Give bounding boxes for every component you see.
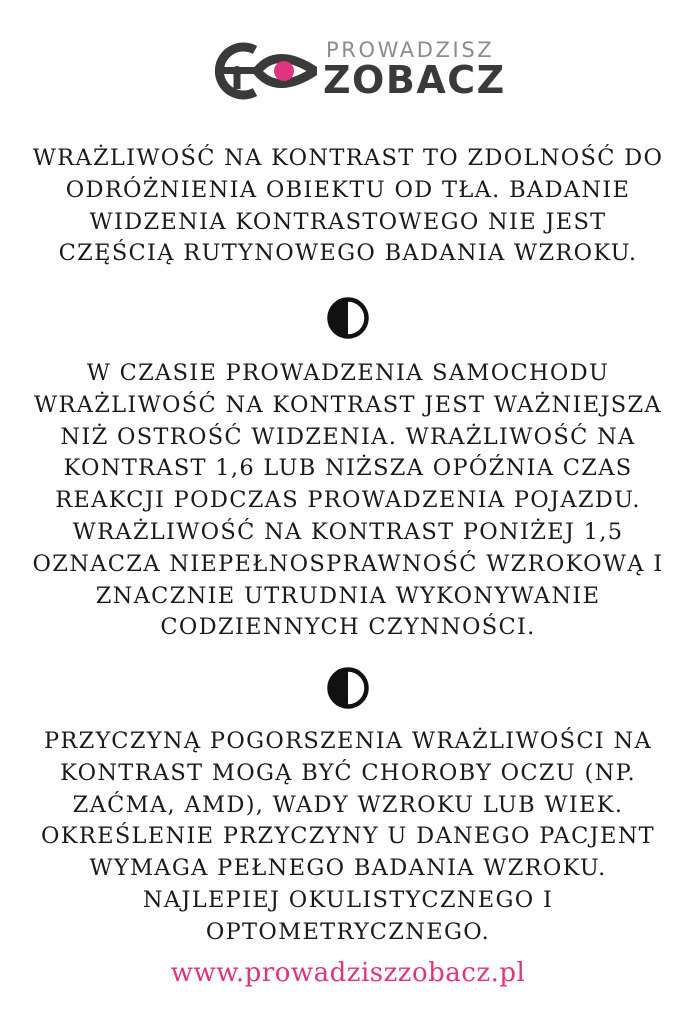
- paragraph-contrast-definition: WRAŻLIWOŚĆ NA KONTRAST TO ZDOLNOŚĆ DO ODRÓŻNIENIA OBIEKTU OD TŁA. BADANIE WIDZENIA KONTRASTOWEGO NIE JEST CZĘŚCIĄ RUTYNOWEGO BADANIA WZROKU.: [32, 145, 664, 267]
- half-filled-circle-icon: [326, 296, 370, 340]
- brand-name-top: PROWADZISZ: [326, 38, 495, 62]
- brand-logo: [205, 36, 505, 106]
- paragraph-causes: PRZYCZYNĄ POGORSZENIA WRAŻLIWOŚCI NA KONTRAST MOGĄ BYĆ CHOROBY OCZU (NP. ZAĆMA, AMD), WADY WZROKU LUB WIEK. OKREŚLENIE PRZYCZYNY U DANEGO PACJENT WYMAGA PEŁNEGO BADANIA WZROKU. NAJLEPIEJ OKULISTYCZNEGO I OPTOMETRYCZNEGO.: [41, 728, 655, 945]
- brand-name-bottom: ZOBACZ: [323, 58, 506, 102]
- half-filled-circle-icon: [326, 666, 370, 710]
- paragraph-driving-contrast: W CZASIE PROWADZENIA SAMOCHODU WRAŻLIWOŚĆ NA KONTRAST JEST WAŻNIEJSZA NIŻ OSTROŚĆ WIDZENIA. WRAŻLIWOŚĆ NA KONTRAST 1,6 LUB NIŻSZA OPÓŹNIA CZAS REAKCJI PODCZAS PROWADZENIA POJAZDU. WRAŻLIWOŚĆ NA KONTRAST PONIŻEJ 1,5 OZNACZA NIEPEŁNOSPRAWNOŚĆ WZROKOWĄ I ZNACZNIE UTRUDNIA WYKONYWANIE CODZIENNYCH CZYNNOŚCI.: [32, 360, 664, 641]
- steering-wheel-eye-icon: [205, 36, 317, 106]
- website-link[interactable]: www.prowadziszzobacz.pl: [170, 958, 526, 988]
